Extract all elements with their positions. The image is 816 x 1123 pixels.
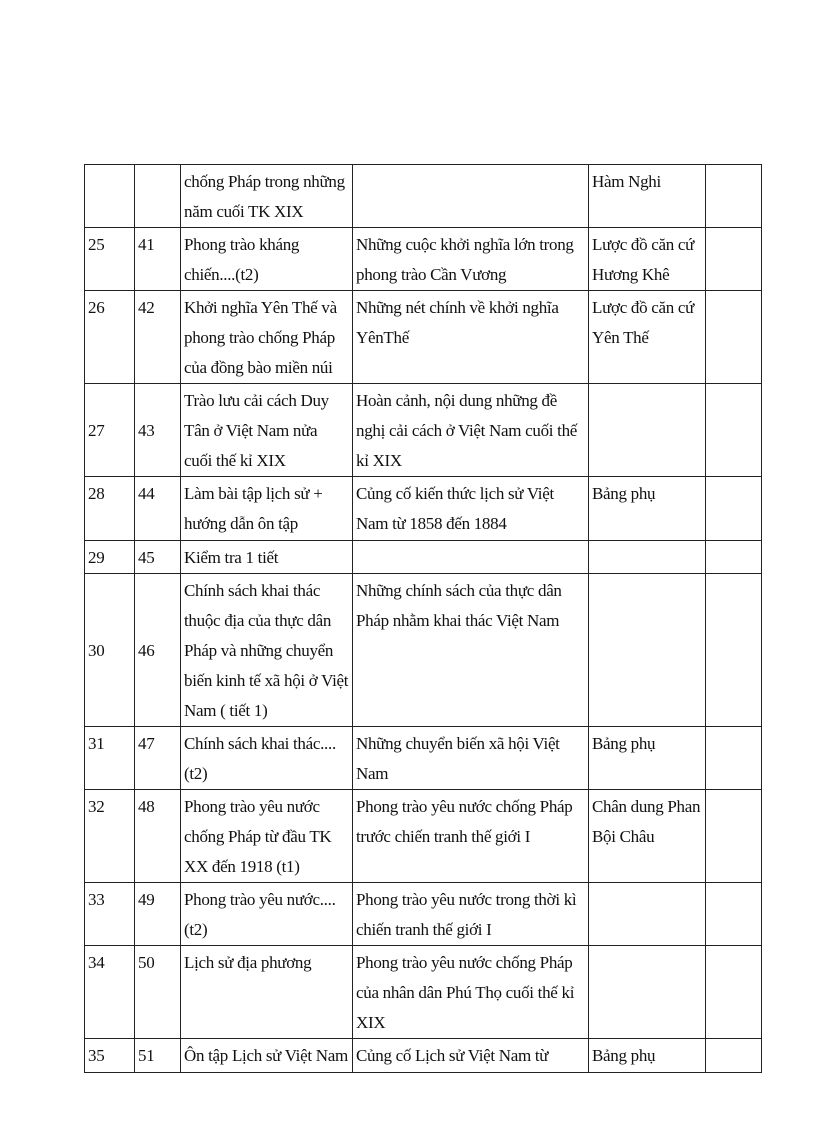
note-cell	[706, 291, 762, 384]
week-cell: 33	[85, 883, 135, 946]
lesson-cell: 43	[135, 384, 181, 477]
note-cell	[706, 574, 762, 727]
note-cell	[706, 384, 762, 477]
title-cell: Phong trào yêu nước chống Pháp từ đầu TK XX đến 1918 (t1)	[181, 790, 353, 883]
content-cell: Phong trào yêu nước chống Pháp trước chiến tranh thế giới I	[353, 790, 589, 883]
title-cell: Ôn tập Lịch sử Việt Nam	[181, 1039, 353, 1073]
materials-cell	[589, 541, 706, 574]
materials-cell	[589, 883, 706, 946]
materials-cell	[589, 946, 706, 1039]
title-cell: Chính sách khai thác thuộc địa của thực dân Pháp và những chuyển biến kinh tế xã hội ở Việt Nam ( tiết 1)	[181, 574, 353, 727]
table-row	[85, 946, 762, 1039]
table-row	[85, 541, 762, 574]
lesson-cell: 41	[135, 228, 181, 291]
content-cell: Củng cố kiến thức lịch sử Việt Nam từ 1858 đến 1884	[353, 477, 589, 541]
lesson-cell: 45	[135, 541, 181, 574]
week-cell: 34	[85, 946, 135, 1039]
title-cell: Trào lưu cải cách Duy Tân ở Việt Nam nửa cuối thế kỉ XIX	[181, 384, 353, 477]
table-row	[85, 574, 762, 727]
content-cell: Những chuyển biến xã hội Việt Nam	[353, 727, 589, 790]
table-row	[85, 165, 762, 228]
title-cell: Khởi nghĩa Yên Thế và phong trào chống Pháp của đồng bào miền núi	[181, 291, 353, 384]
content-cell: Phong trào yêu nước trong thời kì chiến tranh thế giới I	[353, 883, 589, 946]
table-row	[85, 228, 762, 291]
content-cell	[353, 541, 589, 574]
materials-cell	[589, 384, 706, 477]
note-cell	[706, 228, 762, 291]
note-cell	[706, 946, 762, 1039]
lesson-cell	[135, 165, 181, 228]
week-cell: 30	[85, 574, 135, 727]
table-row	[85, 477, 762, 541]
week-cell: 28	[85, 477, 135, 541]
week-cell: 25	[85, 228, 135, 291]
content-cell: Củng cố Lịch sử Việt Nam từ	[353, 1039, 589, 1073]
week-cell: 27	[85, 384, 135, 477]
lesson-cell: 42	[135, 291, 181, 384]
note-cell	[706, 1039, 762, 1073]
week-cell: 32	[85, 790, 135, 883]
title-cell: chống Pháp trong những năm cuối TK XIX	[181, 165, 353, 228]
content-cell: Những chính sách của thực dân Pháp nhằm khai thác Việt Nam	[353, 574, 589, 727]
title-cell: Làm bài tập lịch sử + hướng dẫn ôn tập	[181, 477, 353, 541]
lesson-cell: 50	[135, 946, 181, 1039]
lesson-cell: 44	[135, 477, 181, 541]
content-cell: Hoàn cảnh, nội dung những đề nghị cải cách ở Việt Nam cuối thế kỉ XIX	[353, 384, 589, 477]
week-cell: 26	[85, 291, 135, 384]
week-cell	[85, 165, 135, 228]
note-cell	[706, 883, 762, 946]
content-cell: Phong trào yêu nước chống Pháp của nhân dân Phú Thọ cuối thế kỉ XIX	[353, 946, 589, 1039]
table-row	[85, 291, 762, 384]
table-row	[85, 883, 762, 946]
week-cell: 35	[85, 1039, 135, 1073]
week-cell: 29	[85, 541, 135, 574]
week-cell: 31	[85, 727, 135, 790]
materials-cell: Bảng phụ	[589, 477, 706, 541]
note-cell	[706, 477, 762, 541]
title-cell: Kiểm tra 1 tiết	[181, 541, 353, 574]
materials-cell: Lược đồ căn cứ Yên Thế	[589, 291, 706, 384]
note-cell	[706, 541, 762, 574]
table-row	[85, 384, 762, 477]
materials-cell: Hàm Nghi	[589, 165, 706, 228]
lesson-cell: 51	[135, 1039, 181, 1073]
materials-cell: Bảng phụ	[589, 1039, 706, 1073]
lesson-cell: 48	[135, 790, 181, 883]
content-cell	[353, 165, 589, 228]
lesson-plan-table	[84, 164, 762, 1073]
table-row	[85, 727, 762, 790]
lesson-cell: 49	[135, 883, 181, 946]
content-cell: Những cuộc khởi nghĩa lớn trong phong trào Cần Vương	[353, 228, 589, 291]
lesson-cell: 47	[135, 727, 181, 790]
materials-cell	[589, 574, 706, 727]
lesson-cell: 46	[135, 574, 181, 727]
note-cell	[706, 727, 762, 790]
title-cell: Phong trào kháng chiến....(t2)	[181, 228, 353, 291]
materials-cell: Chân dung Phan Bội Châu	[589, 790, 706, 883]
table-row	[85, 1039, 762, 1073]
title-cell: Lịch sử địa phương	[181, 946, 353, 1039]
note-cell	[706, 165, 762, 228]
note-cell	[706, 790, 762, 883]
title-cell: Chính sách khai thác....(t2)	[181, 727, 353, 790]
table-row	[85, 790, 762, 883]
materials-cell: Lược đồ căn cứ Hương Khê	[589, 228, 706, 291]
title-cell: Phong trào yêu nước....(t2)	[181, 883, 353, 946]
content-cell: Những nét chính về khởi nghĩa YênThế	[353, 291, 589, 384]
materials-cell: Bảng phụ	[589, 727, 706, 790]
